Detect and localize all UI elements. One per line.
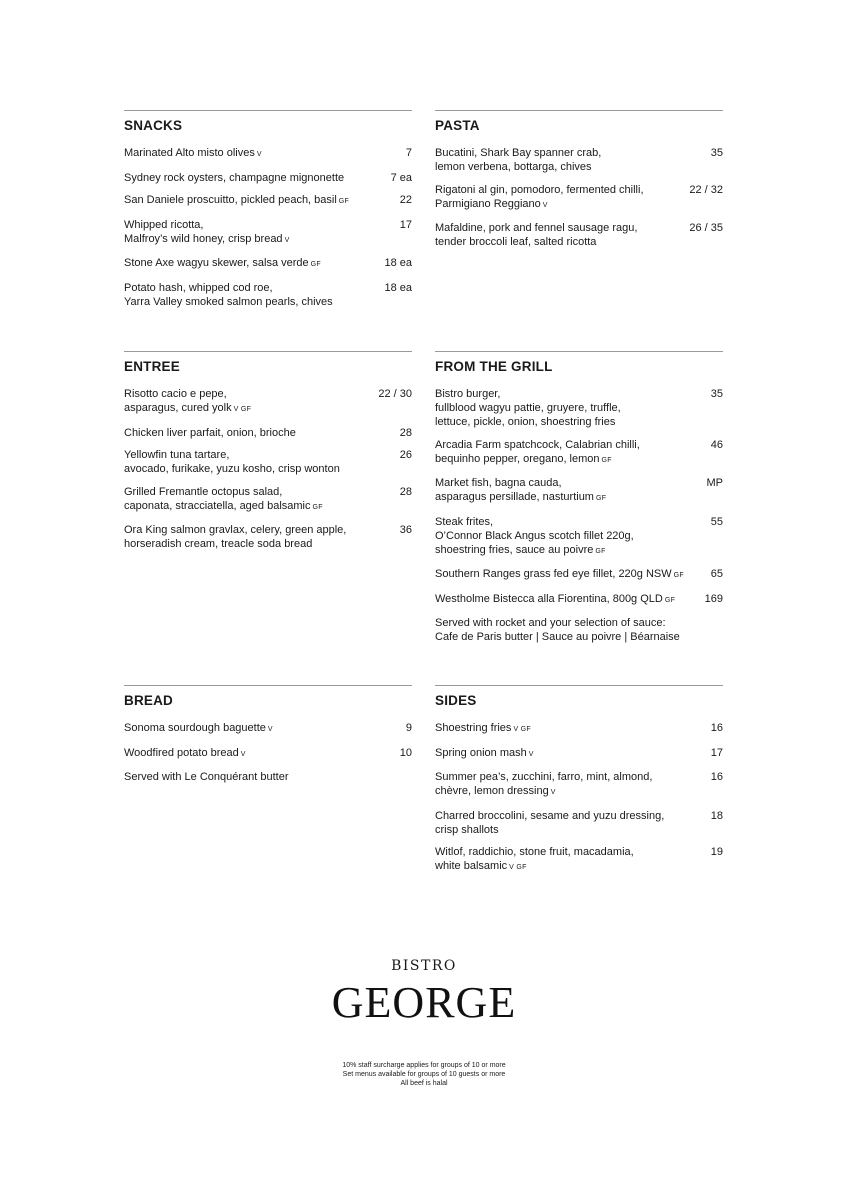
menu-items: [124, 146, 412, 309]
menu-item-line: Rigatoni al gin, pomodoro, fermented chilli,: [435, 183, 644, 196]
section-divider: [124, 685, 412, 686]
footer-notes: [0, 1061, 848, 1088]
menu-item-price: 36: [399, 524, 412, 536]
menu-item: [124, 448, 412, 476]
menu-item: [124, 281, 412, 309]
section-divider: [435, 351, 723, 352]
menu-item-description: [124, 721, 406, 737]
menu-item-price: 17: [399, 218, 412, 231]
dietary-tag: V GF: [509, 864, 527, 871]
menu-item-line-wrap: [435, 784, 705, 800]
dietary-tag: V: [528, 750, 534, 758]
menu-item-line: Woodfired potato bread: [124, 746, 239, 759]
logo-small-text: BISTRO: [391, 958, 457, 974]
footer-line: All beef is halal: [400, 1080, 448, 1087]
menu-item-line-wrap: [435, 452, 705, 468]
note-line: Served with Le Conquérant butter: [124, 771, 289, 783]
logo-big-text: GEORGE: [331, 978, 517, 1027]
menu-item-line: Shoestring fries: [435, 722, 512, 734]
section-divider: [435, 685, 723, 686]
menu-item: [435, 746, 723, 762]
menu-item-description: [124, 523, 400, 551]
menu-item-line: Steak frites,: [435, 515, 494, 528]
menu-item: [435, 146, 723, 174]
menu-item-price: MP: [706, 477, 723, 489]
menu-item-price: 169: [704, 592, 723, 605]
menu-item: [435, 183, 723, 213]
menu-item-line: Malfroy’s wild honey, crisp bread: [124, 232, 283, 245]
menu-item: [124, 171, 412, 185]
menu-item-line-wrap: [435, 859, 705, 875]
menu-items: [435, 721, 723, 875]
menu-item-line-wrap: [124, 721, 400, 737]
menu-item-line: Parmigiano Reggiano: [435, 197, 541, 210]
menu-item-description: [124, 746, 400, 762]
menu-item-description: [435, 221, 689, 249]
menu-item-price: 16: [710, 722, 723, 734]
menu-item-line-wrap: [435, 543, 705, 559]
menu-item-line: Chicken liver parfait, onion, brioche: [124, 426, 296, 439]
dietary-tag: V: [550, 789, 556, 796]
menu-item-description: [435, 183, 689, 213]
note-line: Cafe de Paris butter | Sauce au poivre | Béarnaise: [435, 631, 680, 643]
menu-item-line: San Daniele proscuitto, pickled peach, basil: [124, 194, 337, 206]
section-note: [124, 770, 412, 784]
menu-item: [435, 845, 723, 875]
section-snacks: [124, 110, 412, 317]
menu-item-price: 22: [399, 194, 412, 206]
menu-item-line: Charred broccolini, sesame and yuzu dressing,: [435, 809, 665, 822]
menu-item-price: 19: [710, 846, 723, 858]
menu-item: [435, 438, 723, 468]
dietary-tag: V: [284, 236, 290, 244]
menu-item-description: [435, 476, 707, 506]
menu-item-line: Market fish, bagna cauda,: [435, 477, 562, 489]
menu-item-line: bequinho pepper, oregano, lemon: [435, 452, 600, 465]
menu-item-line: Sydney rock oysters, champagne mignonette: [124, 171, 345, 184]
menu-item-description: [435, 592, 705, 608]
dietary-tag: GF: [664, 596, 676, 604]
menu-item-price: 18 ea: [384, 281, 412, 294]
menu-item-price: 26 / 35: [689, 222, 723, 234]
section-grill: [435, 351, 723, 644]
menu-item: [124, 218, 412, 248]
menu-item-line: Mafaldine, pork and fennel sausage ragu,: [435, 222, 638, 234]
section-title: SIDES: [435, 693, 477, 708]
menu-item-line: Witlof, raddichio, stone fruit, macadamia,: [435, 846, 634, 858]
menu-item: [124, 193, 412, 209]
menu-item-line-wrap: [435, 567, 705, 583]
menu-item: [435, 809, 723, 837]
menu-item-price: 9: [405, 722, 412, 734]
menu-item: [435, 770, 723, 800]
menu-item-line: lettuce, pickle, onion, shoestring fries: [435, 416, 616, 428]
menu-items: [435, 387, 723, 608]
section-title: BREAD: [124, 693, 174, 708]
menu-item-line-wrap: [124, 146, 400, 162]
section-title: SNACKS: [124, 118, 183, 133]
menu-item-price: 16: [710, 771, 723, 783]
menu-item-line: Westholme Bistecca alla Fiorentina, 800g QLD: [435, 592, 663, 605]
menu-item-line: Summer pea’s, zucchini, farro, mint, almond,: [435, 771, 653, 783]
menu-item-price: 28: [399, 485, 412, 498]
menu-item-line: Ora King salmon gravlax, celery, green apple,: [124, 524, 347, 536]
menu-item: [124, 485, 412, 515]
dietary-tag: GF: [601, 456, 612, 464]
section-divider: [435, 110, 723, 111]
menu-item-description: [124, 426, 400, 440]
menu-item-line-wrap: [124, 499, 394, 515]
menu-item-line: Stone Axe wagyu skewer, salsa verde: [124, 257, 309, 269]
menu-item-line: shoestring fries, sauce au poivre: [435, 543, 594, 556]
menu-item: [124, 746, 412, 762]
menu-item-line: asparagus persillade, nasturtium: [435, 491, 594, 503]
section-title: FROM THE GRILL: [435, 359, 553, 374]
menu-item-price: 26: [399, 449, 412, 461]
menu-item-description: [124, 171, 391, 185]
menu-item-price: 22 / 32: [689, 183, 723, 196]
menu-item-description: [435, 387, 711, 429]
menu-item: [124, 721, 412, 737]
dietary-tag: V: [542, 201, 548, 209]
menu-item-line: Potato hash, whipped cod roe,: [124, 281, 273, 294]
menu-item-line: Risotto cacio e pepe,: [124, 388, 227, 400]
footer-line: Set menus available for groups of 10 guests or more: [342, 1071, 506, 1078]
menu-item-description: [435, 721, 711, 737]
menu-item-description: [124, 146, 406, 162]
menu-item-line: Whipped ricotta,: [124, 218, 204, 231]
menu-item-price: 7 ea: [390, 171, 412, 184]
dietary-tag: GF: [595, 495, 607, 502]
menu-item: [435, 387, 723, 429]
menu-item-price: 65: [710, 568, 723, 580]
menu-item: [435, 221, 723, 249]
dietary-tag: V: [256, 151, 262, 158]
menu-item: [435, 515, 723, 559]
footer-line: 10% staff surcharge applies for groups of 10 or more: [342, 1062, 506, 1069]
dietary-tag: V GF: [513, 726, 531, 733]
menu-item-description: [435, 746, 711, 762]
section-note: [435, 616, 723, 644]
menu-item-line: Yellowfin tuna tartare,: [124, 449, 230, 461]
dietary-tag: GF: [673, 572, 684, 579]
menu-item-description: [435, 845, 711, 875]
menu-item-line: Grilled Fremantle octopus salad,: [124, 485, 283, 498]
dietary-tag: V: [267, 726, 273, 733]
menu-item-description: [124, 281, 384, 309]
menu-item: [124, 387, 412, 417]
menu-item-line-wrap: [124, 256, 378, 272]
menu-items: [124, 387, 412, 551]
menu-item-line-wrap: [124, 401, 372, 417]
menu-item-line: Southern Ranges grass fed eye fillet, 220g NSW: [435, 568, 672, 580]
menu-item-line-wrap: [435, 721, 705, 737]
section-pasta: [435, 110, 723, 258]
menu-item-description: [435, 567, 711, 583]
menu-item-price: 55: [710, 515, 723, 528]
dietary-tag: V GF: [233, 406, 252, 413]
menu-item-description: [124, 193, 400, 209]
menu-item-price: 10: [399, 746, 412, 759]
section-title: ENTREE: [124, 359, 180, 374]
menu-item-line: horseradish cream, treacle soda bread: [124, 538, 313, 550]
menu-item-line-wrap: [435, 746, 705, 762]
menu-item: [124, 146, 412, 162]
dietary-tag: GF: [312, 503, 323, 511]
dietary-tag: GF: [595, 547, 606, 555]
menu-item-line-wrap: [124, 746, 394, 762]
dietary-tag: V: [240, 750, 246, 758]
menu-item-price: 17: [710, 746, 723, 759]
menu-item-line: tender broccoli leaf, salted ricotta: [435, 236, 597, 248]
menu-item: [435, 476, 723, 506]
menu-items: [124, 721, 412, 762]
dietary-tag: GF: [338, 198, 350, 205]
menu-item-line-wrap: [124, 193, 394, 209]
menu-items: [435, 146, 723, 249]
section-sides: [435, 685, 723, 884]
menu-item-line: white balsamic: [435, 860, 508, 872]
menu-item-description: [435, 146, 711, 174]
menu-item-price: 7: [405, 147, 412, 159]
menu-item-description: [124, 387, 378, 417]
dietary-tag: GF: [310, 261, 321, 268]
menu-item-line: O’Connor Black Angus scotch fillet 220g,: [435, 529, 634, 542]
section-entree: [124, 351, 412, 560]
menu-item-price: 35: [710, 147, 723, 159]
menu-item-description: [435, 770, 711, 800]
menu-item-price: 22 / 30: [378, 388, 412, 400]
menu-item-line-wrap: [435, 197, 683, 213]
menu-item-price: 28: [399, 426, 412, 439]
menu-item-description: [124, 448, 400, 476]
menu-item: [435, 567, 723, 583]
section-title: PASTA: [435, 118, 480, 133]
menu-item: [435, 721, 723, 737]
menu-item: [124, 256, 412, 272]
menu-item-description: [435, 438, 711, 468]
menu-item-description: [435, 515, 711, 559]
menu-item-line: Bistro burger,: [435, 388, 501, 400]
menu-item-line: caponata, stracciatella, aged balsamic: [124, 499, 311, 512]
menu-item-line: fullblood wagyu pattie, gruyere, truffle,: [435, 402, 621, 414]
menu-item-line: Arcadia Farm spatchcock, Calabrian chilli,: [435, 438, 640, 451]
menu-item: [124, 426, 412, 440]
menu-item-line-wrap: [435, 490, 701, 506]
menu-item-line-wrap: [435, 592, 699, 608]
menu-item-line: Yarra Valley smoked salmon pearls, chives: [124, 295, 333, 308]
menu-item: [124, 523, 412, 551]
menu-item-description: [435, 809, 711, 837]
menu-item-price: 18: [710, 809, 723, 822]
menu-item-line: Marinated Alto misto olives: [124, 147, 255, 159]
menu-item-description: [124, 218, 400, 248]
menu-item-price: 18 ea: [384, 257, 412, 269]
menu-item-line: Spring onion mash: [435, 746, 527, 759]
menu-item-price: 35: [710, 388, 723, 400]
menu-item-line: crisp shallots: [435, 823, 499, 836]
section-divider: [124, 110, 412, 111]
menu-item-line: Bucatini, Shark Bay spanner crab,: [435, 147, 602, 159]
menu-item-line: chèvre, lemon dressing: [435, 785, 549, 797]
menu-item-line: Sonoma sourdough baguette: [124, 722, 266, 734]
menu-item: [435, 592, 723, 608]
menu-item-line-wrap: [124, 232, 394, 248]
menu-item-price: 46: [710, 438, 723, 451]
menu-item-line: lemon verbena, bottarga, chives: [435, 161, 592, 173]
note-line: Served with rocket and your selection of sauce:: [435, 617, 666, 629]
menu-item-description: [124, 485, 400, 515]
section-divider: [124, 351, 412, 352]
menu-item-line: asparagus, cured yolk: [124, 402, 232, 414]
menu-item-description: [124, 256, 384, 272]
section-bread: [124, 685, 412, 784]
menu-item-line: avocado, furikake, yuzu kosho, crisp wonton: [124, 463, 340, 475]
